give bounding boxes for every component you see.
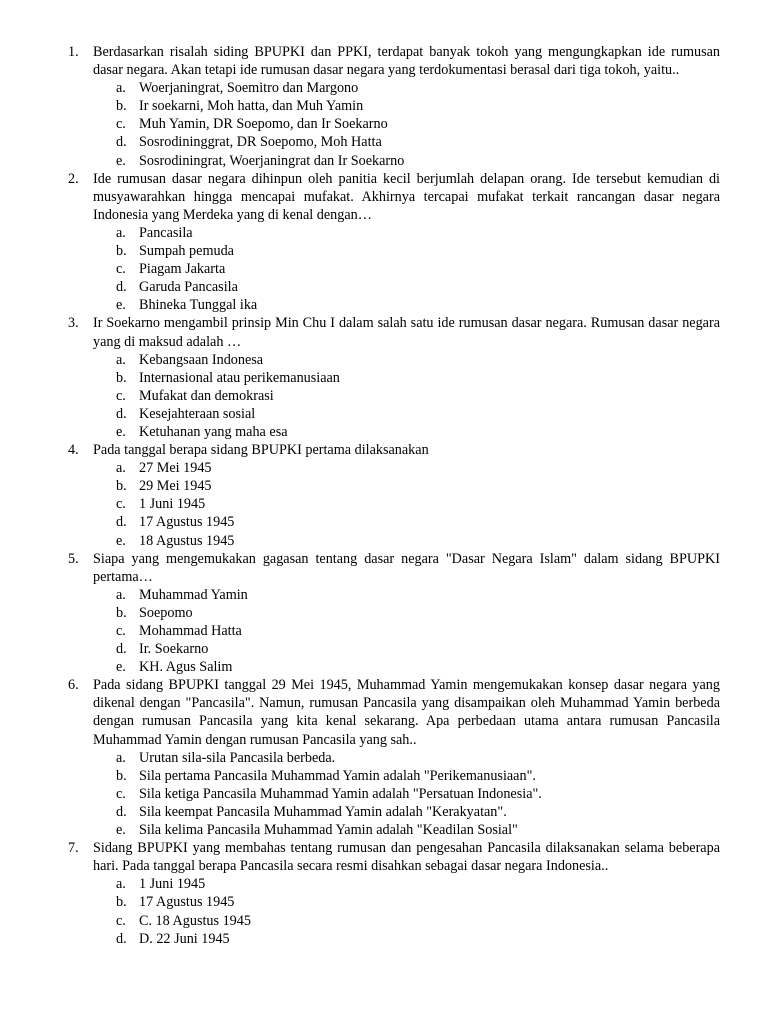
option-letter: d. <box>116 405 127 422</box>
option-letter: d. <box>116 514 127 531</box>
question-item <box>0 314 768 441</box>
option-letter: a. <box>116 586 126 603</box>
option-letter: a. <box>116 351 126 368</box>
answer-option <box>0 640 768 658</box>
option-text: Ir. Soekarno <box>139 641 209 658</box>
answer-option <box>0 405 768 423</box>
option-text: Soepomo <box>139 604 193 621</box>
question-item <box>0 676 768 839</box>
option-letter: d. <box>116 641 127 658</box>
option-letter: a. <box>116 460 126 477</box>
question-item <box>0 839 768 948</box>
answer-option <box>0 224 768 242</box>
option-letter: d. <box>116 803 127 820</box>
option-text: Sosrodininggrat, DR Soepomo, Moh Hatta <box>139 134 382 151</box>
option-text: Muh Yamin, DR Soepomo, dan Ir Soekarno <box>139 116 388 133</box>
option-letter: b. <box>116 98 127 115</box>
option-text: 17 Agustus 1945 <box>139 514 235 531</box>
question-item <box>0 441 768 550</box>
question-number: 3. <box>68 315 79 332</box>
question-text: Pada tanggal berapa sidang BPUPKI pertama dilaksanakan <box>93 442 429 459</box>
option-text: 17 Agustus 1945 <box>139 894 235 911</box>
answer-option <box>0 133 768 151</box>
option-letter: c. <box>116 623 126 639</box>
option-letter: a. <box>116 876 126 893</box>
option-text: Garuda Pancasila <box>139 279 238 296</box>
question-number: 7. <box>68 840 79 857</box>
option-letter: c. <box>116 261 126 278</box>
option-text: Piagam Jakarta <box>139 261 226 278</box>
answer-option <box>0 893 768 911</box>
answer-option <box>0 242 768 260</box>
option-text: Bhineka Tunggal ika <box>139 297 258 314</box>
question-number: 6. <box>68 677 79 694</box>
option-letter: e. <box>116 423 126 440</box>
option-text: 27 Mei 1945 <box>139 460 212 477</box>
option-text: Ir soekarni, Moh hatta, dan Muh Yamin <box>139 98 364 115</box>
answer-option <box>0 513 768 531</box>
answer-option <box>0 586 768 604</box>
option-text: 18 Agustus 1945 <box>139 532 235 549</box>
answer-option <box>0 875 768 893</box>
answer-option <box>0 115 768 133</box>
option-letter: d. <box>116 279 127 296</box>
option-letter: b. <box>116 478 127 495</box>
option-letter: e. <box>116 532 126 549</box>
option-letter: c. <box>116 912 126 929</box>
option-text: Urutan sila-sila Pancasila berbeda. <box>139 749 336 766</box>
answer-option <box>0 658 768 676</box>
question-item <box>0 550 768 677</box>
answer-option <box>0 477 768 495</box>
answer-option <box>0 97 768 115</box>
option-text: Pancasila <box>139 224 193 241</box>
answer-option <box>0 387 768 405</box>
option-text: 29 Mei 1945 <box>139 478 212 495</box>
answer-option <box>0 803 768 821</box>
answer-option <box>0 912 768 930</box>
option-text: 1 Juni 1945 <box>139 496 206 513</box>
option-text: Mufakat dan demokrasi <box>139 387 274 404</box>
answer-option <box>0 495 768 513</box>
option-letter: e. <box>116 152 126 169</box>
answer-option <box>0 278 768 296</box>
question-text: Siapa yang mengemukakan gagasan tentang dasar negara "Dasar Negara Islam" dalam sidang BPUPKI pertama… <box>93 550 720 585</box>
option-letter: b. <box>116 767 127 784</box>
answer-option <box>0 423 768 441</box>
question-item <box>0 43 768 170</box>
question-text: Ide rumusan dasar negara dihinpun oleh panitia kecil berjumlah delapan orang. Ide tersebut kemudian di musyawarahkan hingga mencapai mufakat. Akhirnya tercapai mufakat terkait rancangan dasar negara Indonesia yang Merdeka yang di kenal dengan… <box>93 170 720 223</box>
answer-option <box>0 930 768 948</box>
question-text: Pada sidang BPUPKI tanggal 29 Mei 1945, Muhammad Yamin mengemukakan konsep dasar negara yang dikenal dengan "Pancasila". Namun, rumusan Pancasila yang disampaikan oleh Muhammad Yamin berbeda dengan rumusan Pancasila yang kita kenal sekarang. Apa perbedaan utama antara rumusan Pancasila Muhammad Yamin dengan rumusan Pancasila yang sah.. <box>93 677 720 748</box>
option-text: Woerjaningrat, Soemitro dan Margono <box>139 80 359 97</box>
answer-option <box>0 821 768 839</box>
question-list <box>0 43 768 948</box>
answer-option <box>0 749 768 767</box>
question-number: 5. <box>68 550 79 567</box>
option-text: KH. Agus Salim <box>139 659 233 676</box>
option-text: Sosrodiningrat, Woerjaningrat dan Ir Soekarno <box>139 152 405 169</box>
option-letter: e. <box>116 659 126 676</box>
option-letter: c. <box>116 496 126 513</box>
answer-option <box>0 785 768 803</box>
option-text: C. 18 Agustus 1945 <box>139 912 251 929</box>
option-letter: d. <box>116 930 127 947</box>
answer-option <box>0 79 768 97</box>
answer-option <box>0 369 768 387</box>
option-letter: c. <box>116 116 126 133</box>
option-text: Sumpah pemuda <box>139 243 234 260</box>
answer-option <box>0 604 768 622</box>
question-number: 2. <box>68 170 79 187</box>
option-text: Muhammad Yamin <box>139 586 248 603</box>
option-text: Sila pertama Pancasila Muhammad Yamin adalah "Perikemanusiaan". <box>139 767 536 784</box>
option-text: Sila ketiga Pancasila Muhammad Yamin adalah "Persatuan Indonesia". <box>139 785 542 802</box>
question-text: Ir Soekarno mengambil prinsip Min Chu I dalam salah satu ide rumusan dasar negara. Rumusan dasar negara yang di maksud adalah … <box>93 315 720 350</box>
question-number: 1. <box>68 44 79 60</box>
option-text: Mohammad Hatta <box>139 623 242 639</box>
answer-option <box>0 767 768 785</box>
option-letter: a. <box>116 80 126 97</box>
option-letter: c. <box>116 785 126 802</box>
answer-option <box>0 260 768 278</box>
option-letter: b. <box>116 369 127 386</box>
option-text: Ketuhanan yang maha esa <box>139 423 288 440</box>
answer-option <box>0 622 768 640</box>
option-text: D. 22 Juni 1945 <box>139 930 230 947</box>
answer-option <box>0 459 768 477</box>
answer-option <box>0 152 768 170</box>
option-letter: a. <box>116 749 126 766</box>
question-text: Sidang BPUPKI yang membahas tentang rumusan dan pengesahan Pancasila dilaksanakan selama beberapa hari. Pada tanggal berapa Pancasila secara resmi disahkan sebagai dasar negara Indonesia.. <box>93 840 720 875</box>
option-letter: e. <box>116 297 126 314</box>
option-letter: d. <box>116 134 127 151</box>
question-item <box>0 170 768 315</box>
option-text: Sila kelima Pancasila Muhammad Yamin adalah "Keadilan Sosial" <box>139 822 518 839</box>
option-letter: b. <box>116 604 127 621</box>
question-number: 4. <box>68 442 79 459</box>
option-letter: e. <box>116 822 126 839</box>
option-text: Internasional atau perikemanusiaan <box>139 369 340 386</box>
option-letter: b. <box>116 894 127 911</box>
question-text: Berdasarkan risalah siding BPUPKI dan PPKI, terdapat banyak tokoh yang mengungkapkan ide rumusan dasar negara. Akan tetapi ide rumusan dasar negara yang terdokumentasi berasal dari tiga tokoh, yaitu.. <box>93 44 720 79</box>
option-text: Kesejahteraan sosial <box>139 405 256 422</box>
answer-option <box>0 532 768 550</box>
option-text: Sila keempat Pancasila Muhammad Yamin adalah "Kerakyatan". <box>139 803 507 820</box>
answer-option <box>0 351 768 369</box>
option-letter: c. <box>116 387 126 404</box>
option-text: Kebangsaan Indonesa <box>139 351 264 368</box>
option-letter: a. <box>116 224 126 241</box>
option-text: 1 Juni 1945 <box>139 876 206 893</box>
answer-option <box>0 296 768 314</box>
option-letter: b. <box>116 243 127 260</box>
